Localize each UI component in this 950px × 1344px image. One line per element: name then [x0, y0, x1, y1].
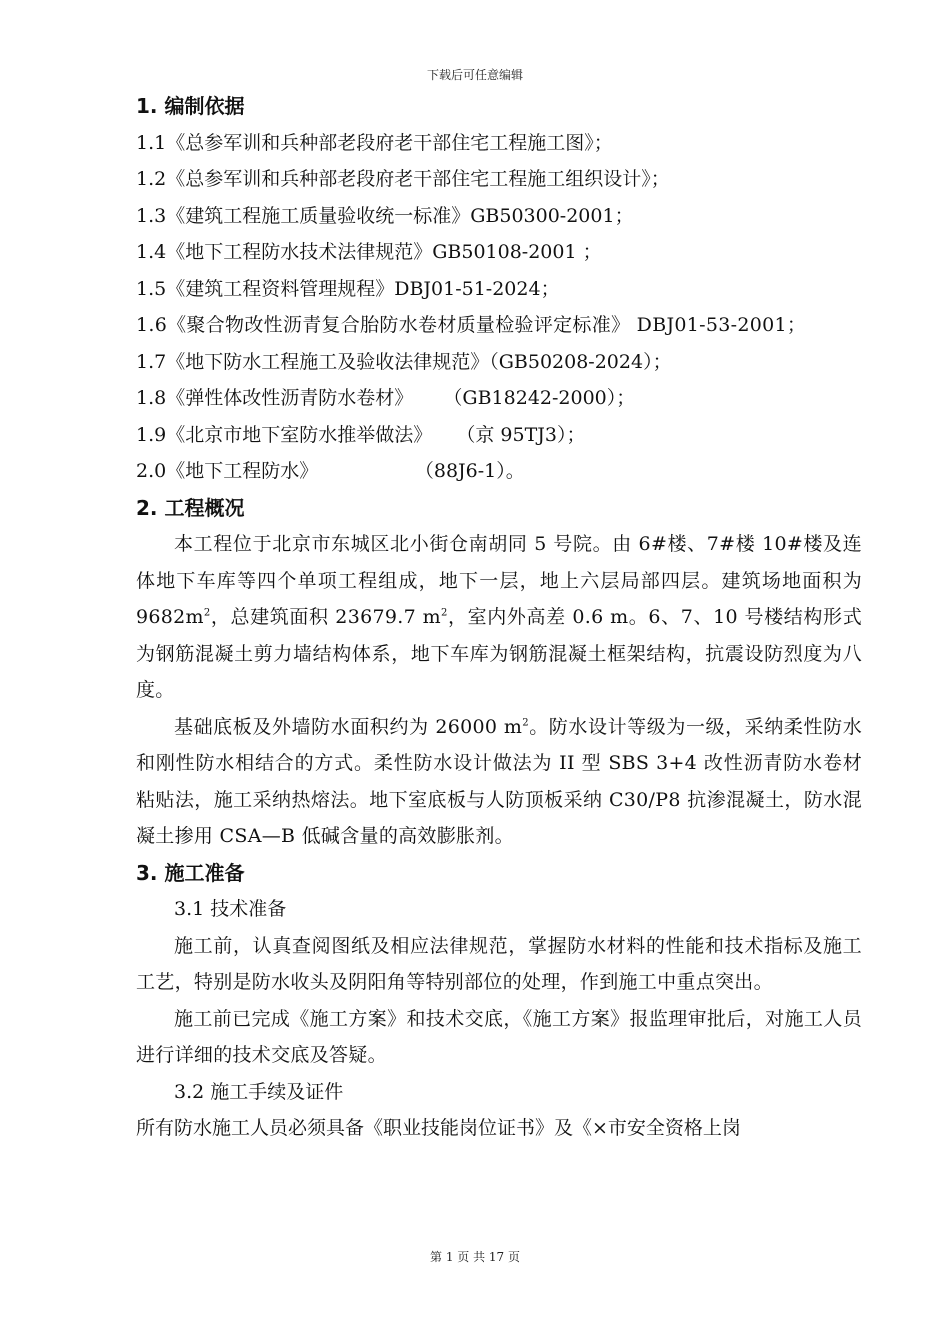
overview-text: ，室内外高差 0.6 m。6、7、10 号楼结构形式为钢筋混凝土剪力墙结构体系，地下车库为钢筋混凝土框架结构，抗震设防烈度为八度。 [136, 606, 862, 701]
overview-paragraph-2 [136, 709, 862, 855]
subsection-3-2-title: 3.2 施工手续及证件 [174, 1080, 344, 1103]
section-1-title: 1. 编制依据 [136, 94, 245, 118]
overview-text: 基础底板及外墙防水面积约为 26000 m [174, 715, 523, 738]
overview-paragraph-1 [136, 526, 862, 709]
page-header: 下载后可任意编辑 [426, 68, 523, 82]
tech-prep-paragraph: 施工前，认真查阅图纸及相应法律规范，掌握防水材料的性能和技术指标及施工工艺，特别是防水收头及阴阳角等特别部位的处理，作到施工中重点突出。 [136, 934, 862, 993]
superscript: 2 [440, 607, 448, 619]
reference-item: 1.7《地下防水工程施工及验收法律规范》（GB50208-2024）； [136, 350, 672, 373]
superscript: 2 [522, 717, 529, 729]
overview-text: ，总建筑面积 23679.7 m [210, 606, 441, 628]
reference-item: 2.0《地下工程防水》 （88J6-1）。 [136, 460, 525, 482]
reference-item: 1.2《总参军训和兵种部老段府老干部住宅工程施工组织设计》； [136, 168, 670, 190]
page-footer: 第 1 页 共 17 页 [430, 1250, 520, 1264]
overview-text: 本工程位于北京市东城区北小街仓南胡同 5 号院。由 6#楼、7#楼 10#楼及连体地下车库等四个单项工程组成，地下一层，地上六层局部四层。建筑场地面积为 9682m [136, 533, 862, 628]
document-body [136, 88, 862, 1147]
reference-item: 1.8《弹性体改性沥青防水卷材》 （GB18242-2000）； [136, 387, 636, 409]
plan-paragraph: 施工前已完成《施工方案》和技术交底，《施工方案》报监理审批后，对施工人员进行详细的技术交底及答疑。 [136, 1007, 862, 1066]
reference-item: 1.3《建筑工程施工质量验收统一标准》GB50300-2001； [136, 204, 634, 227]
reference-item: 1.5《建筑工程资料管理规程》DBJ01-51-2024； [136, 277, 560, 300]
reference-item: 1.1《总参军训和兵种部老段府老干部住宅工程施工图》； [136, 131, 613, 154]
reference-item: 1.6《聚合物改性沥青复合胎防水卷材质量检验评定标准》 DBJ01-53-2001； [136, 314, 807, 336]
subsection-3-1-title: 3.1 技术准备 [174, 898, 287, 920]
superscript: 2 [203, 607, 211, 619]
certificate-paragraph: 所有防水施工人员必须具备《职业技能岗位证书》及《×市安全资格上岗 [136, 1117, 741, 1139]
overview-text: 。防水设计等级为一级，采纳柔性防水和刚性防水相结合的方式。柔性防水设计做法为 II 型 SBS 3+4 改性沥青防水卷材粘贴法，施工采纳热熔法。地下室底板与人防顶板采纳 C30/P8 抗渗混凝土，防水混凝土掺用 CSA—B 低碱含量的高效膨胀剂。 [136, 715, 862, 847]
reference-item: 1.4《地下工程防水技术法律规范》GB50108-2001 ； [136, 241, 602, 263]
reference-item: 1.9《北京市地下室防水推举做法》 （京 95TJ3）； [136, 423, 586, 446]
section-2-title: 2. 工程概况 [136, 495, 245, 520]
section-3-title: 3. 施工准备 [136, 860, 245, 885]
